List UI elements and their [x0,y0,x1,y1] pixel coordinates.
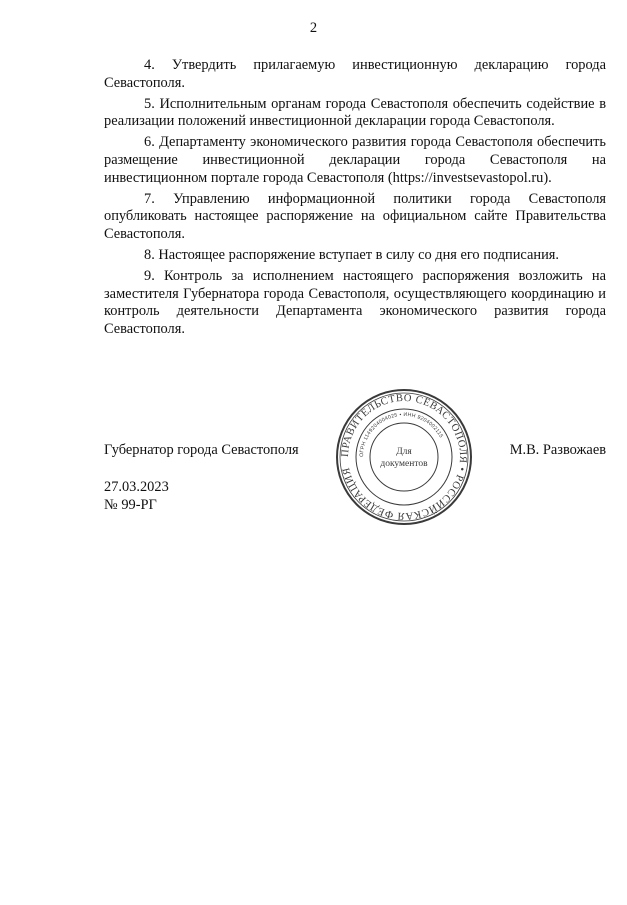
official-seal-stamp [335,388,473,526]
seal-center-line2: документов [380,459,428,469]
seal-outer-text: ПРАВИТЕЛЬСТВО СЕВАСТОПОЛЯ • РОССИЙСКАЯ ФЕДЕРАЦИЯ [339,392,469,522]
paragraph-item-7: 7. Управлению информационной политики города Севастополя опубликовать настоящее распоряжение на официальном сайте Правительства Севастополя. [104,190,606,243]
paragraph-item-8: 8. Настоящее распоряжение вступает в силу со дня его подписания. [144,246,559,263]
document-number: № 99-РГ [104,497,157,513]
seal-center-line1: Для [396,447,412,457]
paragraph-item-4: 4. Утвердить прилагаемую инвестиционную декларацию города Севастополя. [104,57,606,91]
paragraph-item-5: 5. Исполнительным органам города Севастополя обеспечить содействие в реализации положений инвестиционной декларации города Севастополя. [104,95,606,130]
signer-position: Губернатор города Севастополя [104,442,299,458]
seal-inner-text: ОГРН 1149204004025 • ИНН 9204002115 [358,411,444,458]
signer-name: М.В. Развожаев [509,442,606,458]
page-number: 2 [309,20,318,36]
paragraph-item-6: 6. Департаменту экономического развития города Севастополя обеспечить размещение инвестиционной декларации города Севастополя на инвестиционном портале города Севастополя (https://investsevastopol.ru). [104,134,606,186]
document-date: 27.03.2023 [104,479,169,495]
paragraph-item-9: 9. Контроль за исполнением настоящего распоряжения возложить на заместителя Губернатора города Севастополя, осуществляющего координацию и контроль деятельности Департамента экономического развития города Севастополя. [104,267,606,338]
document-body [104,57,606,342]
